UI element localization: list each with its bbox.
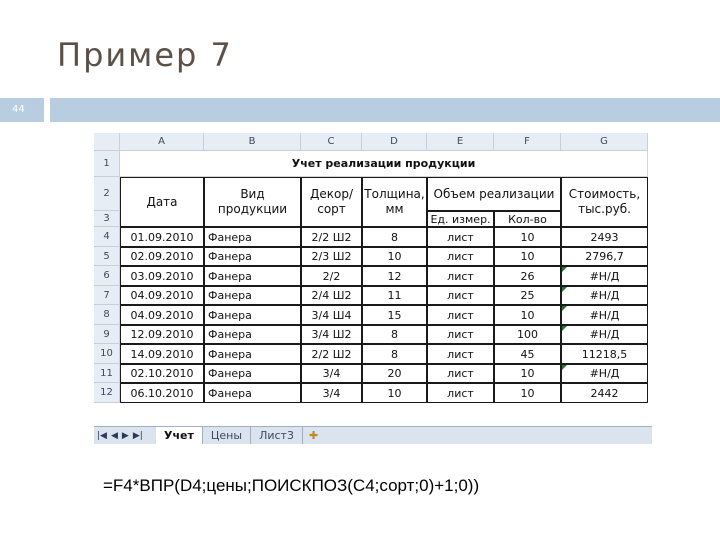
table-cell[interactable]: Фанера [204, 227, 301, 247]
header-unit[interactable]: Ед. измер. [427, 211, 494, 227]
table-cell[interactable]: лист [427, 247, 494, 266]
header-date[interactable]: Дата [120, 177, 204, 227]
table-cell[interactable]: 26 [494, 266, 561, 286]
row-header[interactable]: 7 [94, 286, 120, 305]
table-cell[interactable]: 100 [494, 325, 561, 344]
table-cell[interactable]: лист [427, 364, 494, 383]
error-indicator-icon [562, 287, 567, 292]
table-cell[interactable]: #Н/Д [561, 364, 648, 383]
column-header[interactable]: A [120, 133, 204, 151]
spreadsheet-screenshot [94, 133, 652, 444]
table-cell[interactable]: 10 [494, 305, 561, 325]
header-thickness[interactable]: Толщина, мм [362, 177, 427, 227]
prev-sheet-icon[interactable]: ◀ [110, 430, 118, 441]
table-cell[interactable]: 02.10.2010 [120, 364, 204, 383]
error-indicator-icon [562, 306, 567, 311]
row-header[interactable]: 4 [94, 227, 120, 247]
row-header[interactable]: 8 [94, 305, 120, 325]
table-cell[interactable]: 12.09.2010 [120, 325, 204, 344]
header-product[interactable]: Вид продукции [204, 177, 301, 227]
title-accent-bar [50, 98, 720, 122]
formula-text: =F4*ВПР(D4;цены;ПОИСКПОЗ(C4;сорт;0)+1;0)) [103, 476, 480, 495]
sheet-tab[interactable]: Учет [156, 427, 203, 444]
table-cell[interactable]: 04.09.2010 [120, 286, 204, 305]
table-cell[interactable]: 8 [362, 344, 427, 364]
table-cell[interactable]: 20 [362, 364, 427, 383]
table-cell[interactable]: #Н/Д [561, 305, 648, 325]
table-cell[interactable]: 25 [494, 286, 561, 305]
table-cell[interactable]: 10 [494, 227, 561, 247]
table-cell[interactable]: Фанера [204, 383, 301, 403]
header-volume[interactable]: Объем реализации [427, 177, 561, 211]
last-sheet-icon[interactable]: ▶| [132, 430, 143, 441]
table-cell[interactable]: 10 [494, 383, 561, 403]
column-header[interactable]: G [561, 133, 648, 151]
sheet-tabs-bar [94, 426, 652, 444]
slide-title: Пример 7 [57, 36, 233, 74]
table-cell[interactable]: 10 [494, 364, 561, 383]
row-header[interactable]: 11 [94, 364, 120, 383]
slide-number: 44 [12, 104, 25, 115]
table-cell[interactable]: 8 [362, 325, 427, 344]
table-cell[interactable]: 10 [494, 247, 561, 266]
table-cell[interactable]: лист [427, 227, 494, 247]
sheet-tab[interactable]: Цены [203, 427, 251, 444]
next-sheet-icon[interactable]: ▶ [121, 430, 129, 441]
row-header[interactable]: 2 [94, 177, 120, 211]
table-cell[interactable]: 2/3 Ш2 [301, 247, 362, 266]
table-cell[interactable]: 12 [362, 266, 427, 286]
table-cell[interactable]: лист [427, 344, 494, 364]
header-cost[interactable]: Стоимость, тыс.руб. [561, 177, 648, 227]
column-header[interactable]: B [204, 133, 301, 151]
table-cell[interactable]: лист [427, 286, 494, 305]
table-cell[interactable]: 2/4 Ш2 [301, 286, 362, 305]
table-cell[interactable]: 02.09.2010 [120, 247, 204, 266]
table-cell[interactable]: 2796,7 [561, 247, 648, 266]
table-cell[interactable]: 10 [362, 383, 427, 403]
table-cell[interactable]: 2/2 Ш2 [301, 344, 362, 364]
row-header[interactable]: 12 [94, 383, 120, 403]
error-indicator-icon [562, 365, 567, 370]
table-cell[interactable]: 3/4 Ш2 [301, 325, 362, 344]
row-header[interactable]: 6 [94, 266, 120, 286]
sheet-nav-arrows[interactable] [94, 427, 156, 444]
table-cell[interactable]: 11218,5 [561, 344, 648, 364]
column-header[interactable]: F [494, 133, 561, 151]
table-cell[interactable]: лист [427, 266, 494, 286]
table-cell[interactable]: Фанера [204, 364, 301, 383]
table-cell[interactable]: 3/4 Ш4 [301, 305, 362, 325]
row-header[interactable]: 3 [94, 211, 120, 227]
table-cell[interactable]: 04.09.2010 [120, 305, 204, 325]
error-indicator-icon [562, 267, 567, 272]
table-cell[interactable]: лист [427, 383, 494, 403]
table-cell[interactable]: 3/4 [301, 364, 362, 383]
error-indicator-icon [562, 326, 567, 331]
row-header[interactable]: 10 [94, 344, 120, 364]
table-cell[interactable]: 2493 [561, 227, 648, 247]
table-cell[interactable]: 2442 [561, 383, 648, 403]
table-cell[interactable]: Фанера [204, 344, 301, 364]
header-decor[interactable]: Декор/ сорт [301, 177, 362, 227]
table-cell[interactable]: 11 [362, 286, 427, 305]
header-qty[interactable]: Кол-во [494, 211, 561, 227]
sheet-tab[interactable]: Лист3 [251, 427, 303, 444]
table-cell[interactable]: Фанера [204, 325, 301, 344]
column-header[interactable]: E [427, 133, 494, 151]
table-cell[interactable]: 8 [362, 227, 427, 247]
table-cell[interactable]: лист [427, 325, 494, 344]
table-cell[interactable]: 2/2 Ш2 [301, 227, 362, 247]
select-all-corner[interactable] [94, 133, 120, 151]
table-title-cell[interactable]: Учет реализации продукции [120, 151, 648, 177]
table-cell[interactable]: 06.10.2010 [120, 383, 204, 403]
table-cell[interactable]: #Н/Д [561, 325, 648, 344]
table-cell[interactable]: 45 [494, 344, 561, 364]
row-header[interactable]: 9 [94, 325, 120, 344]
table-cell[interactable]: Фанера [204, 286, 301, 305]
table-cell[interactable]: 3/4 [301, 383, 362, 403]
table-cell[interactable]: 01.09.2010 [120, 227, 204, 247]
table-cell[interactable]: #Н/Д [561, 266, 648, 286]
table-cell[interactable]: 14.09.2010 [120, 344, 204, 364]
table-cell[interactable]: 10 [362, 247, 427, 266]
column-header[interactable]: C [301, 133, 362, 151]
table-cell[interactable]: 03.09.2010 [120, 266, 204, 286]
first-sheet-icon[interactable]: |◀ [97, 430, 107, 441]
row-header[interactable]: 5 [94, 247, 120, 266]
table-cell[interactable]: 2/2 [301, 266, 362, 286]
table-cell[interactable]: лист [427, 305, 494, 325]
insert-sheet-icon[interactable]: ✚ [308, 429, 319, 442]
column-header[interactable]: D [362, 133, 427, 151]
row-header[interactable]: 1 [94, 151, 120, 177]
table-cell[interactable]: #Н/Д [561, 286, 648, 305]
table-cell[interactable]: Фанера [204, 305, 301, 325]
table-cell[interactable]: Фанера [204, 247, 301, 266]
table-cell[interactable]: Фанера [204, 266, 301, 286]
table-cell[interactable]: 15 [362, 305, 427, 325]
